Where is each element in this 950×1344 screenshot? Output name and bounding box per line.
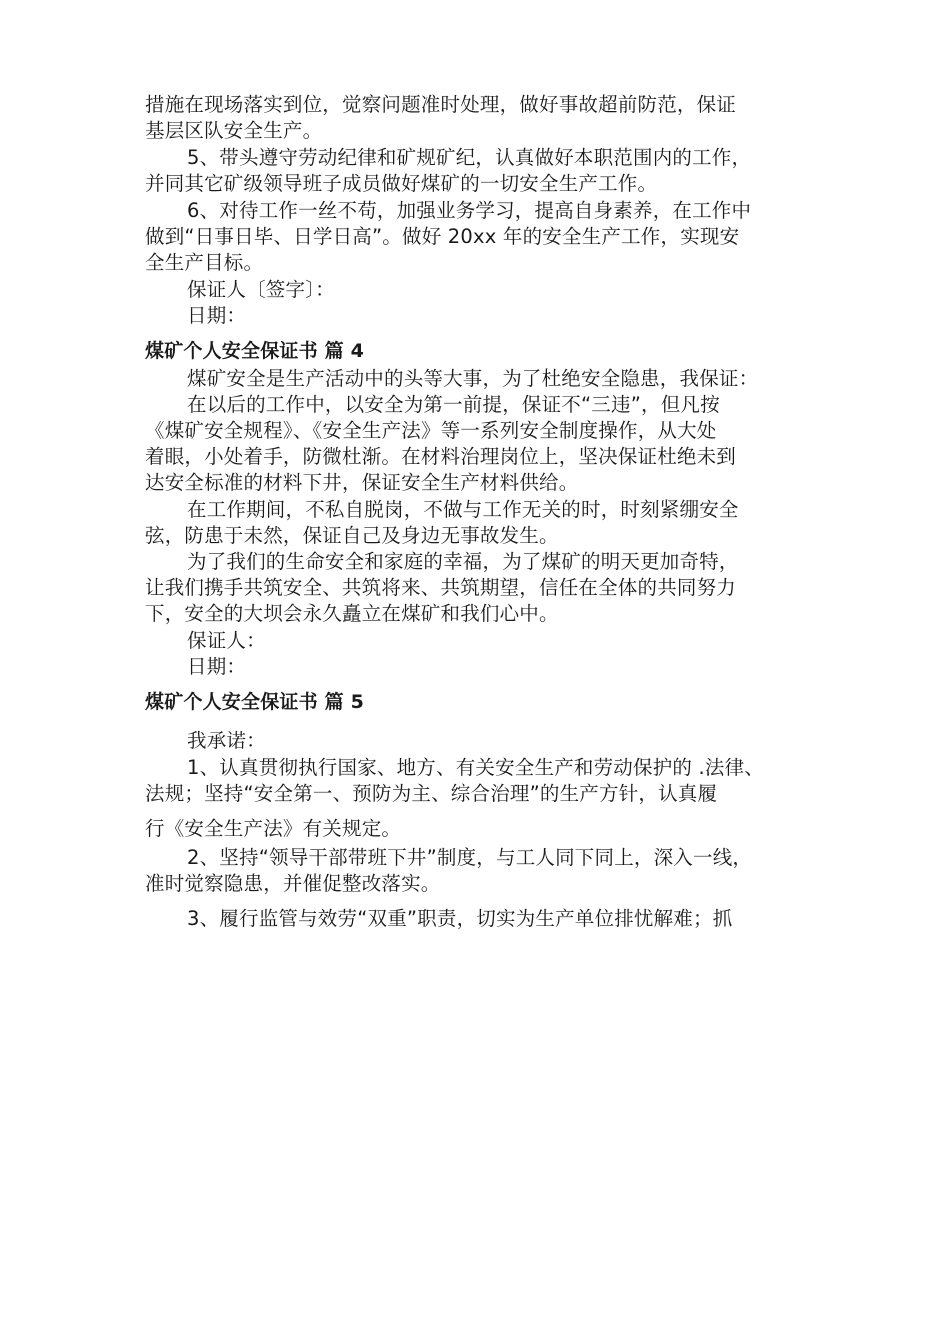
text-line: 着眼，小处着手，防微杜渐。在材料治理岗位上，坚决保证杜绝未到	[145, 445, 737, 468]
text-line: 基层区队安全生产。	[145, 119, 323, 142]
text-line: 6、对待工作一丝不苟，加强业务学习，提高自身素养，在工作中	[187, 199, 752, 222]
text-line: 下，安全的大坝会永久矗立在煤矿和我们心中。	[145, 602, 559, 625]
text-line: 我承诺：	[187, 729, 266, 752]
text-line: 行《安全生产法》有关规定。	[145, 817, 402, 840]
text-line: 在以后的工作中，以安全为第一前提，保证不“三违”，但凡按	[187, 393, 720, 416]
signature-label: 保证人：	[187, 629, 266, 652]
text-line: 3、履行监管与效劳“双重”职责，切实为生产单位排忧解难；抓	[187, 907, 733, 930]
text-line: 弦，防患于未然，保证自己及身边无事故发生。	[145, 524, 559, 547]
date-label: 日期：	[187, 304, 247, 327]
text-line: 做到“日事日毕、日学日高”。做好 20xx 年的安全生产工作，实现安	[145, 225, 740, 248]
text-line: 煤矿安全是生产活动中的头等大事，为了杜绝安全隐患，我保证：	[187, 367, 759, 390]
text-line: 措施在现场落实到位，觉察问题准时处理，做好事故超前防范，保证	[145, 93, 737, 116]
text-line: 法规；坚持“安全第一、预防为主、综合治理”的生产方针，认真履	[145, 782, 718, 805]
text-line: 并同其它矿级领导班子成员做好煤矿的一切安全生产工作。	[145, 172, 658, 195]
text-line: 5、带头遵守劳动纪律和矿规矿纪，认真做好本职范围内的工作，	[187, 146, 752, 169]
text-line: 2、坚持“领导干部带班下井”制度，与工人同下同上，深入一线，	[187, 846, 753, 869]
text-line: 1、认真贯彻执行国家、地方、有关安全生产和劳动保护的 .法律、	[187, 756, 765, 779]
text-line: 在工作期间，不私自脱岗，不做与工作无关的时，时刻紧绷安全	[187, 498, 739, 521]
text-line: 为了我们的生命安全和家庭的幸福，为了煤矿的明天更加奇特，	[187, 550, 739, 573]
text-line: 达安全标准的材料下井，保证安全生产材料供给。	[145, 471, 579, 494]
text-line: 全生产目标。	[145, 251, 264, 274]
text-line: 让我们携手共筑安全、共筑将来、共筑期望，信任在全体的共同努力	[145, 576, 737, 599]
section-heading: 煤矿个人安全保证书 篇 4	[145, 340, 365, 362]
section-heading: 煤矿个人安全保证书 篇 5	[145, 691, 365, 713]
text-line: 准时觉察隐患，并催促整改落实。	[145, 872, 441, 895]
signature-label: 保证人〔签字〕：	[187, 278, 335, 301]
date-label: 日期：	[187, 655, 247, 678]
text-line: 《煤矿安全规程》、《安全生产法》等一系列安全制度操作，从大处	[145, 419, 717, 442]
